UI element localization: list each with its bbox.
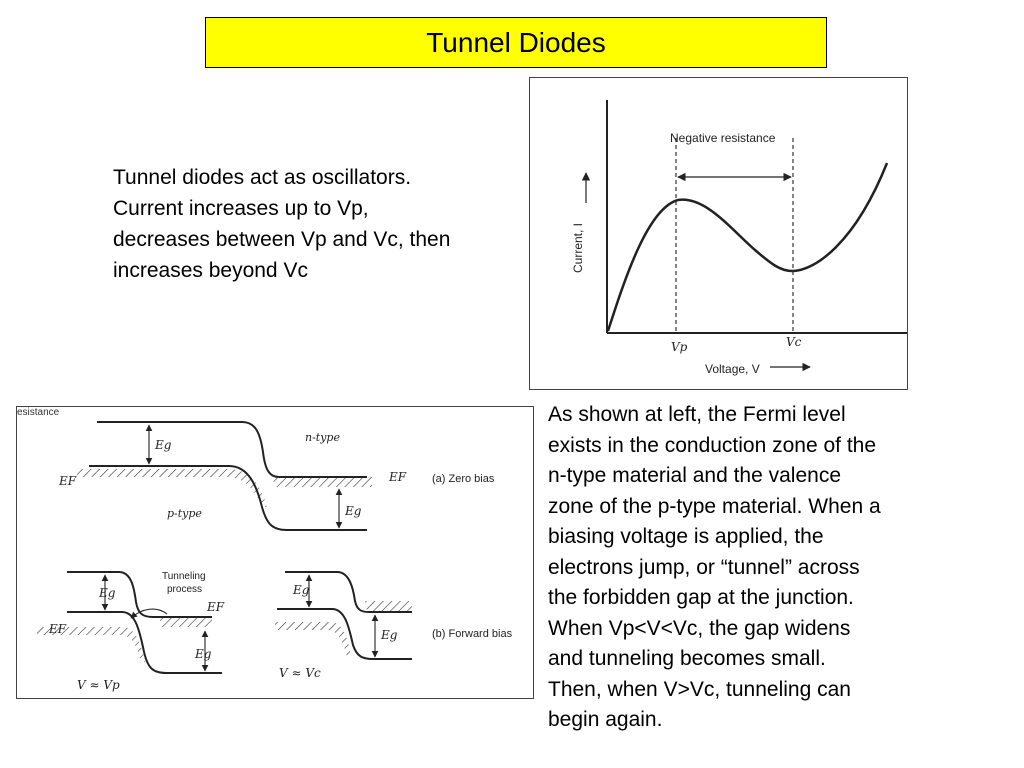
explanation-text	[548, 400, 988, 736]
intro-line: increases beyond Vc	[113, 259, 308, 282]
explanation-line: Then, when V>Vc, tunneling can	[548, 677, 851, 701]
intro-line: Current increases up to Vp,	[113, 197, 369, 220]
explanation-line: n-type material and the valence	[548, 464, 842, 487]
iv-curve-figure	[529, 77, 908, 390]
x-axis-label: Voltage, V	[705, 362, 760, 376]
explanation-line: When Vp<V<Vc, the gap widens	[548, 616, 851, 640]
explanation-line: the forbidden gap at the junction.	[548, 586, 854, 609]
explanation-line: biasing voltage is applied, the	[548, 525, 824, 548]
peak-gap-label: Eg	[99, 586, 116, 600]
zero-bias-gap-label-n: Eg	[345, 504, 362, 518]
process-label: process	[167, 584, 203, 595]
intro-line: Tunnel diodes act as oscillators.	[113, 166, 412, 189]
peak-condition-label: V ≈ Vp	[77, 678, 120, 692]
peak-gap-label-n: Eg	[195, 647, 212, 661]
explanation-line: and tunneling becomes small.	[548, 647, 826, 670]
explanation-line: electrons jump, or “tunnel” across	[548, 555, 860, 579]
p-type-label: p-type	[167, 507, 202, 520]
intro-line: decreases between Vp and Vc, then	[113, 228, 451, 251]
band-diagram-figure	[16, 406, 534, 699]
y-axis-label: Current, I	[571, 222, 585, 273]
peak-fermi-label-right: EF	[207, 600, 225, 614]
valley-gap-label: Eg	[293, 583, 310, 597]
zero-bias-caption: (a) Zero bias	[432, 473, 495, 485]
peak-n-hatch	[159, 617, 212, 627]
fermi-label-right: EF	[389, 470, 407, 484]
slide-title: Tunnel Diodes	[205, 17, 827, 68]
corner-text: esistance	[17, 407, 60, 418]
fermi-label-left: EF	[59, 474, 77, 488]
valley-condition-label: V ≈ Vc	[279, 666, 321, 680]
region-label: Negative resistance	[670, 131, 776, 145]
zero-bias-p-hatch	[77, 469, 267, 507]
iv-curve	[608, 163, 887, 331]
intro-text	[113, 162, 533, 286]
forward-bias-caption: (b) Forward bias	[432, 628, 513, 640]
zero-bias-n-hatch	[272, 477, 372, 487]
explanation-line: exists in the conduction zone of the	[548, 433, 877, 457]
peak-fermi-label-left: EF	[49, 622, 67, 636]
explanation-line: begin again.	[548, 708, 663, 731]
n-type-label: n-type	[305, 431, 340, 444]
valley-n-hatch	[365, 601, 412, 611]
valley-p-hatch	[275, 622, 351, 657]
valley-gap-label-n: Eg	[381, 628, 398, 642]
explanation-line: As shown at left, the Fermi level	[548, 403, 846, 426]
zero-bias-gap-label: Eg	[155, 438, 172, 452]
valley-label: Vc	[786, 335, 802, 349]
explanation-line: zone of the p-type material. When a	[548, 494, 881, 518]
peak-label: Vp	[671, 340, 688, 354]
tunneling-label: Tunneling	[162, 571, 206, 582]
